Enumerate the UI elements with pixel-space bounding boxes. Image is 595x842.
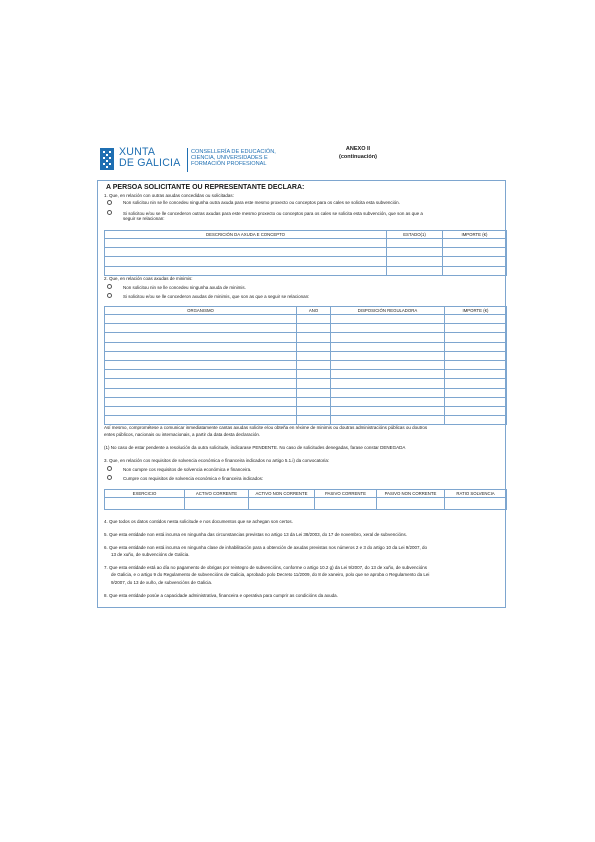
- table-header-row: [105, 231, 507, 239]
- table-cell[interactable]: [297, 351, 331, 360]
- column-header: PASIVO CORRENTE: [315, 490, 377, 498]
- table-cell[interactable]: [445, 370, 507, 379]
- table-cell[interactable]: [297, 342, 331, 351]
- xunta-emblem-icon: [100, 148, 114, 170]
- table-cell[interactable]: [105, 333, 297, 342]
- table-cell[interactable]: [445, 388, 507, 397]
- table-cell[interactable]: [331, 324, 445, 333]
- table-cell[interactable]: [331, 397, 445, 406]
- table-cell[interactable]: [445, 315, 507, 324]
- minimis-aids-table: [104, 306, 507, 425]
- table-cell[interactable]: [105, 351, 297, 360]
- table-cell[interactable]: [331, 388, 445, 397]
- column-header: ORGANISMO: [105, 307, 297, 315]
- table-cell[interactable]: [297, 324, 331, 333]
- table-cell[interactable]: [297, 370, 331, 379]
- column-header: DESCRICIÓN DA AXUDA E CONCEPTO: [105, 231, 387, 239]
- item-6-line-1: 6. Que esta entidade non está incursa en ningunha clase de inhabilitación para a obtención de axudas previstas nos números 2 e 3 do artigo 10 da Lei 9/2007, do: [104, 545, 427, 550]
- table-row: [105, 333, 507, 342]
- table-cell[interactable]: [445, 406, 507, 415]
- table-cell[interactable]: [445, 416, 507, 425]
- item-1-label: 1. Que, en relación con outras axudas concedidas ou solicitadas:: [104, 193, 234, 198]
- table-cell[interactable]: [331, 315, 445, 324]
- table-cell[interactable]: [105, 342, 297, 351]
- column-header: ACTIVO CORRENTE: [185, 490, 249, 498]
- item-3-option-yes: Cumpre cos requisitos de solvencia económica e financeira indicados:: [123, 476, 264, 481]
- logo-divider: [187, 148, 188, 172]
- item-7-line-3: 9/2007, do 13 de xuño, de subvencións de Galicia.: [111, 580, 213, 585]
- table-cell[interactable]: [297, 416, 331, 425]
- annex-continuation: (continuación): [339, 153, 377, 160]
- table-cell[interactable]: [331, 416, 445, 425]
- table-cell[interactable]: [331, 406, 445, 415]
- table-cell[interactable]: [445, 324, 507, 333]
- table-cell[interactable]: [297, 397, 331, 406]
- annex-number: ANEXO II: [345, 146, 371, 152]
- table-cell[interactable]: [377, 498, 445, 510]
- table-row: [105, 370, 507, 379]
- table-header-row: [105, 490, 507, 498]
- logo-line-1: XUNTA: [119, 146, 156, 158]
- item-2-option-no: Non solicitou nin se lle concedeu ningunha axuda de minimis.: [123, 285, 246, 290]
- table-cell[interactable]: [387, 239, 443, 248]
- table-cell[interactable]: [297, 315, 331, 324]
- table-cell[interactable]: [445, 360, 507, 369]
- declaration-heading: A PERSOA SOLICITANTE OU REPRESENTANTE DECLARA:: [106, 184, 305, 191]
- table-cell[interactable]: [105, 379, 297, 388]
- table-cell[interactable]: [105, 266, 387, 275]
- table-cell[interactable]: [297, 406, 331, 415]
- xunta-logo-text: [119, 147, 180, 169]
- table-cell[interactable]: [105, 416, 297, 425]
- table-cell[interactable]: [331, 333, 445, 342]
- solvency-table: [104, 489, 507, 510]
- table-cell[interactable]: [105, 388, 297, 397]
- item-6-line-2: 13 de xuño, de subvencións de Galicia.: [111, 552, 190, 557]
- commitment-line-1: Así mesmo, comprométese a comunicar inmediatamente cantas axudas solicite e/ou obteña en réxime de minimis ou doutras administracións públicas ou doutros: [104, 425, 428, 430]
- table-cell[interactable]: [105, 360, 297, 369]
- table-cell[interactable]: [387, 257, 443, 266]
- consellaria-line-1: CONSELLERÍA DE EDUCACIÓN,: [191, 149, 276, 155]
- item-7-line-2: de Galicia, e o artigo 9 do Regulamento de subvencións de Galicia, aprobado polo Decreto 11/2009, do 8 de xaneiro, polo que se aproba o Regulamento da Lei: [111, 572, 430, 577]
- consellaria-line-2: CIENCIA, UNIVERSIDADES E: [191, 155, 268, 162]
- table-row: [105, 397, 507, 406]
- item-1-option-yes-line-2: seguir se relacionan:: [123, 216, 165, 221]
- table-cell[interactable]: [297, 360, 331, 369]
- consellaria-line-3: FORMACIÓN PROFESIONAL: [191, 161, 267, 168]
- table-cell[interactable]: [443, 266, 507, 275]
- footnote-status: (1) No caso de estar pendente a resolución da outra solicitude, indicarase PENDENTE. No caso de solicitudes denegadas, farase constar DENEGADA: [104, 445, 406, 450]
- table-cell[interactable]: [445, 333, 507, 342]
- table-cell[interactable]: [331, 370, 445, 379]
- item-4: 4. Que todos os datos contidos nesta solicitude e nos documentos que se achegan son certos.: [104, 519, 293, 524]
- table-row: [105, 324, 507, 333]
- table-cell[interactable]: [331, 351, 445, 360]
- table-cell[interactable]: [105, 257, 387, 266]
- table-cell[interactable]: [443, 257, 507, 266]
- table-row: [105, 416, 507, 425]
- table-cell[interactable]: [331, 342, 445, 351]
- table-row: [105, 315, 507, 324]
- table-cell[interactable]: [297, 388, 331, 397]
- table-row: [105, 266, 507, 275]
- column-header: IMPORTE (€): [445, 307, 507, 315]
- item-7-line-1: 7. Que esta entidade está ao día no pagamento de obrigas por reintegro de subvencións, conforme o artigo 10.2 g) da Lei 9/2007, do 13 de xuño, de subvencións: [104, 565, 427, 570]
- table-cell[interactable]: [443, 239, 507, 248]
- item-3-label: 3. Que, en relación cos requisitos de solvencia económica e financeira indicados no artigo 5.1.i) da convocatoria:: [104, 458, 330, 463]
- commitment-line-2: entes públicos, nacionais ou internacionais, a partir da data desta declaración.: [104, 432, 261, 437]
- table-row: [105, 257, 507, 266]
- other-aids-table: [104, 230, 507, 276]
- table-header-row: [105, 307, 507, 315]
- table-row: [105, 360, 507, 369]
- table-cell[interactable]: [387, 248, 443, 257]
- logo-line-2: DE GALICIA: [119, 157, 181, 169]
- item-8: 8. Que esta entidade posúe a capacidade administrativa, financeira e operativa para cumprir as condicións da axuda.: [104, 593, 338, 598]
- table-cell[interactable]: [105, 397, 297, 406]
- table-cell[interactable]: [105, 315, 297, 324]
- column-header: IMPORTE (€): [443, 231, 507, 239]
- table-cell[interactable]: [105, 239, 387, 248]
- table-row: [105, 388, 507, 397]
- table-cell[interactable]: [331, 379, 445, 388]
- table-cell[interactable]: [331, 360, 445, 369]
- item-3-option-no: Non cumpre cos requisitos de solvencia económica e financeira.: [123, 467, 252, 472]
- table-cell[interactable]: [105, 498, 185, 510]
- item-1-option-no: Non solicitou nin se lle concedeu ningunha outra axuda para este mesmo proxecto ou conceptos para os cales se solicita esta subvención.: [123, 200, 400, 205]
- page-header: [100, 146, 500, 174]
- item-1-option-yes-line-1: Si solicitou e/ou se lle concederon outras axudas para este mesmo proxecto ou conceptos para os cales se solicita esta subvención, que son as que a: [123, 211, 423, 216]
- table-cell[interactable]: [185, 498, 249, 510]
- table-cell[interactable]: [297, 379, 331, 388]
- table-row: [105, 239, 507, 248]
- table-row: [105, 342, 507, 351]
- column-header: ACTIVO NON CORRENTE: [249, 490, 315, 498]
- consellaria-name: [191, 149, 276, 168]
- column-header: ESTADO(1): [387, 231, 443, 239]
- table-cell[interactable]: [105, 248, 387, 257]
- table-cell[interactable]: [297, 333, 331, 342]
- annex-title: [308, 146, 408, 161]
- column-header: RATIO SOLVENCIA: [445, 490, 507, 498]
- table-row: [105, 248, 507, 257]
- table-cell[interactable]: [249, 498, 315, 510]
- column-header: ANO: [297, 307, 331, 315]
- table-cell[interactable]: [445, 498, 507, 510]
- table-cell[interactable]: [105, 370, 297, 379]
- table-row: [105, 498, 507, 510]
- item-2-label: 2. Que, en relación coas axudas de minimis:: [104, 276, 193, 281]
- table-cell[interactable]: [387, 266, 443, 275]
- table-cell[interactable]: [445, 397, 507, 406]
- item-5: 5. Que esta entidade non está incursa en ningunha das circunstancias previstas no artigo 13 da Lei 38/2003, do 17 de novembro, xeral de subvencións.: [104, 532, 407, 537]
- table-cell[interactable]: [105, 324, 297, 333]
- column-header: DISPOSICIÓN REGULADORA: [331, 307, 445, 315]
- table-cell[interactable]: [105, 406, 297, 415]
- column-header: PASIVO NON CORRENTE: [377, 490, 445, 498]
- table-row: [105, 406, 507, 415]
- table-cell[interactable]: [315, 498, 377, 510]
- table-cell[interactable]: [445, 379, 507, 388]
- table-cell[interactable]: [445, 342, 507, 351]
- column-header: EXERCICIO: [105, 490, 185, 498]
- table-row: [105, 351, 507, 360]
- item-2-option-yes: Si solicitou e/ou se lle concederon axudas de minimis, que son as que a seguir se relacionan:: [123, 294, 310, 299]
- table-cell[interactable]: [445, 351, 507, 360]
- table-row: [105, 379, 507, 388]
- table-cell[interactable]: [443, 248, 507, 257]
